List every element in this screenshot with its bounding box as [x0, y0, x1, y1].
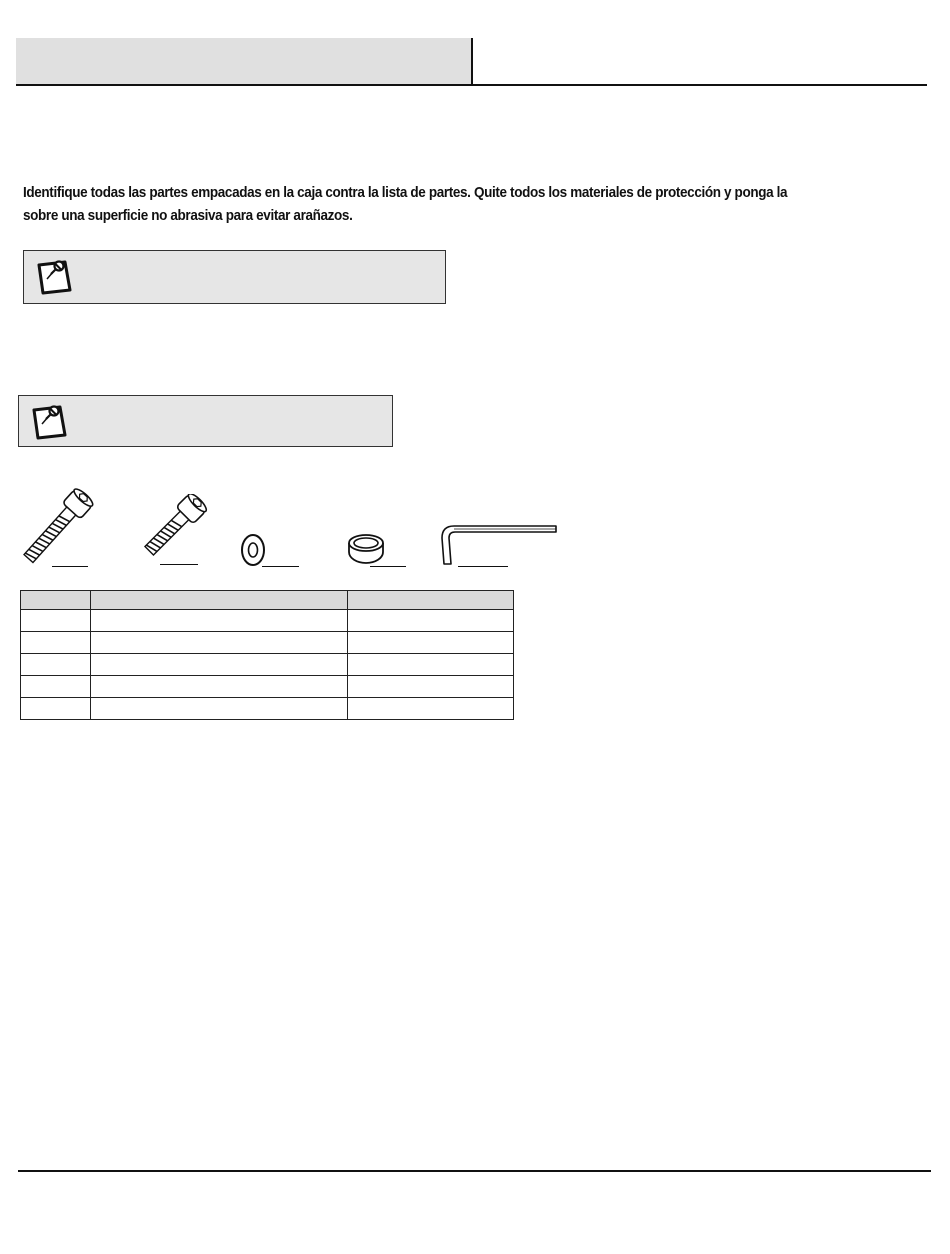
table-row: [21, 632, 514, 654]
pushpin-note-icon: [29, 402, 69, 442]
intro-paragraph: Identifique todas las partes empacadas en la caja contra la lista de partes. Quite todos los materiales de protección y ponga la sobre una superficie no abrasiva para evitar arañazos.: [23, 184, 788, 224]
table-cell: [21, 698, 91, 720]
table-cell: [348, 654, 514, 676]
table-cell: [21, 610, 91, 632]
table-cell: [21, 632, 91, 654]
hardware-illustrations: [0, 480, 600, 580]
header-title-bar: [16, 38, 472, 84]
note-box-1: [23, 250, 446, 304]
table-cell: [21, 654, 91, 676]
column-header-part: [21, 591, 91, 610]
hardware-label-line-1: [52, 566, 88, 567]
table-row: [21, 698, 514, 720]
table-row: [21, 610, 514, 632]
table-cell: [91, 610, 348, 632]
hardware-label-line-4: [370, 566, 406, 567]
table-cell: [91, 676, 348, 698]
header-divider: [471, 38, 473, 86]
hardware-label-line-5: [458, 566, 508, 567]
short-bolt-icon: [134, 494, 218, 566]
washer-icon: [238, 532, 270, 568]
column-header-quantity: [348, 591, 514, 610]
table-cell: [91, 632, 348, 654]
table-cell: [348, 632, 514, 654]
table-cell: [91, 654, 348, 676]
spacer-ring-icon: [344, 532, 390, 568]
note-box-2: [18, 395, 393, 447]
footer-rule: [18, 1170, 931, 1172]
table-cell: [91, 698, 348, 720]
table-row: [21, 676, 514, 698]
pushpin-note-icon: [34, 257, 74, 297]
long-bolt-icon: [14, 488, 106, 568]
table-cell: [348, 698, 514, 720]
table-row: [21, 654, 514, 676]
table-cell: [348, 676, 514, 698]
header-rule: [16, 84, 927, 86]
table-header-row: [21, 591, 514, 610]
allen-wrench-icon: [438, 520, 560, 570]
hardware-label-line-3: [262, 566, 299, 567]
table-cell: [21, 676, 91, 698]
hardware-label-line-2: [160, 564, 198, 565]
table-cell: [348, 610, 514, 632]
parts-table: [20, 590, 514, 720]
column-header-description: [91, 591, 348, 610]
